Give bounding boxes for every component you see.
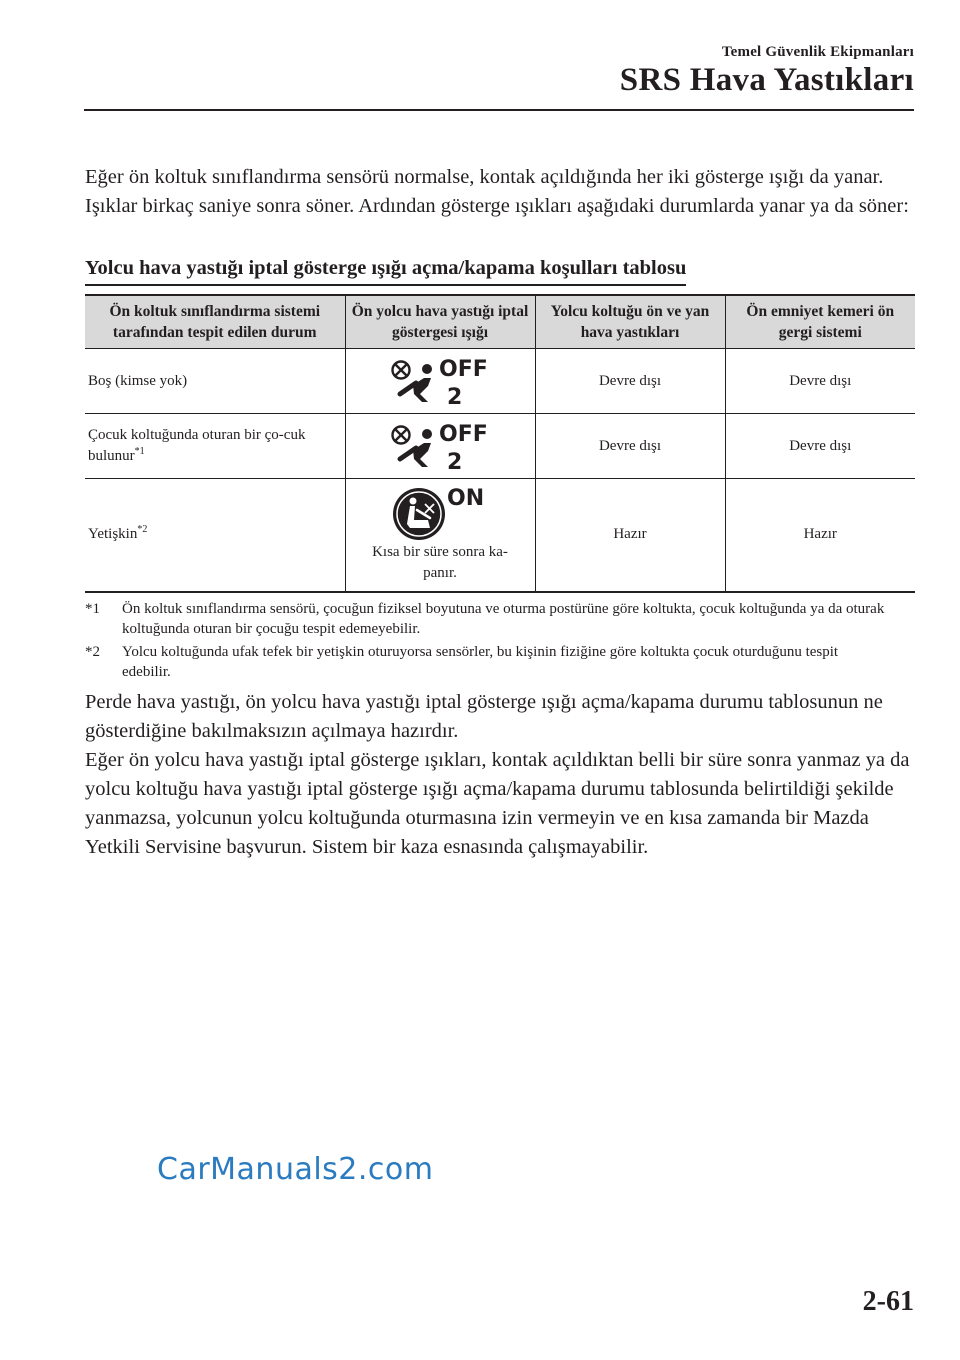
indicator-cell — [345, 414, 535, 479]
indicator-label: OFF — [439, 422, 488, 447]
footnote-text: Ön koltuk sınıflandırma sensörü, çocuğun fiziksel boyutuna ve oturma postürüne göre koltukta, çocuk koltuğunda ya da oturak koltuğunda oturan bir çocuğu tespit edemeyebilir. — [122, 601, 885, 637]
airbag-status-cell: Devre dışı — [535, 414, 725, 479]
condition-text: Yetişkin — [88, 526, 138, 543]
pretensioner-status-cell: Devre dışı — [725, 349, 915, 414]
curtain-airbag-paragraph: Perde hava yastığı, ön yolcu hava yastığı iptal gösterge ışığı açma/kapama durumu tablosunun ne gösterdiğine bakılmaksızın açılmaya hazırdır. — [85, 691, 883, 742]
airbag-status-cell: Devre dışı — [535, 349, 725, 414]
condition-text: Çocuk koltuğunda oturan bir ço-cuk bulunur — [88, 427, 306, 464]
section-label: Temel Güvenlik Ekipmanları — [721, 44, 914, 60]
footnote-mark: *2 — [85, 644, 100, 660]
footnote — [85, 599, 885, 639]
airbag-off-indicator-icon — [384, 352, 496, 410]
indicator-note: Kısa bir süre sonra ka-panır. — [372, 543, 508, 581]
footnote-mark: *1 — [85, 601, 100, 617]
indicator-label: OFF — [439, 357, 488, 382]
pretensioner-status-cell: Devre dışı — [725, 414, 915, 479]
condition-cell — [85, 414, 345, 479]
table-title: Yolcu hava yastığı iptal gösterge ışığı açma/kapama koşulları tablosu — [85, 254, 686, 286]
airbag-off-indicator-icon — [384, 417, 496, 475]
footnote — [85, 642, 885, 682]
airbag-condition-table — [85, 294, 915, 593]
footnotes — [85, 599, 885, 685]
footnote-text: Yolcu koltuğunda ufak tefek bir yetişkin oturuyorsa sensörler, bu kişinin fiziğine göre koltukta çocuk oturduğunu tespit edebilir. — [122, 644, 839, 680]
table-row — [85, 349, 915, 414]
svg-text:2: 2 — [447, 450, 463, 475]
condition-cell — [85, 349, 345, 414]
indicator-cell — [345, 479, 535, 592]
table-row — [85, 479, 915, 592]
svg-text:2: 2 — [447, 385, 463, 410]
table-header-cell: Ön koltuk sınıflandırma sistemi tarafından tespit edilen durum — [85, 295, 345, 349]
pretensioner-status-cell: Hazır — [725, 479, 915, 592]
table-header-row — [85, 295, 915, 349]
table-header-cell: Ön emniyet kemeri ön gergi sistemi — [725, 295, 915, 349]
condition-text: Boş (kimse yok) — [88, 372, 188, 389]
condition-cell — [85, 479, 345, 592]
table-header-cell: Ön yolcu hava yastığı iptal göstergesi ışığı — [345, 295, 535, 349]
airbag-on-indicator-icon — [390, 484, 490, 542]
table-header-cell: Yolcu koltuğu ön ve yan hava yastıkları — [535, 295, 725, 349]
indicator-cell — [345, 349, 535, 414]
page-number: 2-61 — [862, 1286, 914, 1317]
footnote-ref: *1 — [134, 446, 145, 457]
indicator-label: ON — [447, 485, 485, 511]
airbag-status-cell: Hazır — [535, 479, 725, 592]
intro-paragraph: Eğer ön koltuk sınıflandırma sensörü normalse, kontak açıldığında her iki gösterge ışığı da yanar. Işıklar birkaç saniye sonra söner. Ardından gösterge ışıkları aşağıdaki durumlarda yanar ya da söner: — [85, 166, 909, 217]
chapter-title: SRS Hava Yastıkları — [619, 62, 914, 98]
table-row — [85, 414, 915, 479]
watermark-logo: CarManuals2.com — [157, 1152, 434, 1187]
footnote-ref: *2 — [137, 524, 148, 536]
header-divider — [84, 109, 914, 111]
warning-paragraph: Eğer ön yolcu hava yastığı iptal gösterge ışıkları, kontak açıldıktan belli bir süre sonra yanmaz ya da yolcu koltuğu hava yastığı iptal gösterge ışığı açma/kapama durumu tablosunda belirtildiği şekilde yanmazsa, yolcunun yolcu koltuğunda oturmasına izin vermeyin ve en kısa zamanda bir Mazda Yetkili Servisine başvurun. Sistem bir kaza esnasında çalışmayabilir. — [85, 749, 910, 858]
